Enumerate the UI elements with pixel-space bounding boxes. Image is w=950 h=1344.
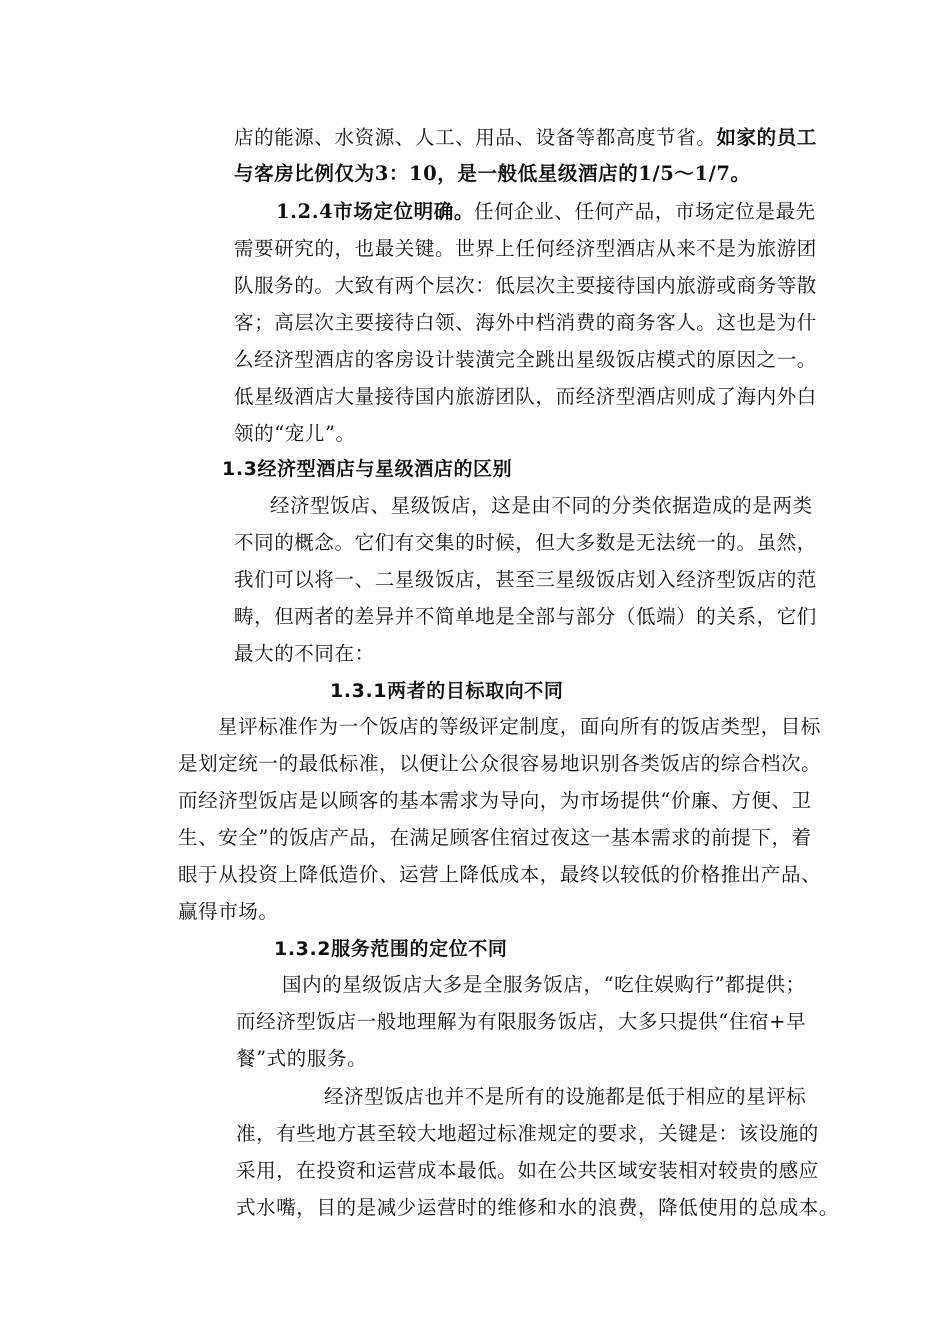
section-heading-1-3-1: 1.3.1两者的目标取向不同 bbox=[330, 680, 564, 702]
section-heading-1-3: 1.3经济型酒店与星级酒店的区别 bbox=[222, 458, 513, 480]
paragraph-line: 客；高层次主要接待白领、海外中档消费的商务客人。这也是为什 bbox=[234, 311, 817, 334]
paragraph-line bbox=[234, 125, 817, 151]
paragraph-line: 最大的不同在： bbox=[234, 642, 375, 665]
line-text: 店的能源、水资源、人工、用品、设备等都高度节省。 bbox=[234, 126, 717, 149]
paragraph-line: 是划定统一的最低标准，以便让公众很容易地识别各类饭店的综合档次。 bbox=[178, 752, 822, 775]
paragraph-line: 而经济型饭店是以顾客的基本需求为导向，为市场提供“价廉、方便、卫 bbox=[178, 789, 812, 812]
paragraph-line: 不同的概念。它们有交集的时候，但大多数是无法统一的。虽然， bbox=[234, 531, 817, 554]
paragraph-line: 低星级酒店大量接待国内旅游团队，而经济型酒店则成了海内外白 bbox=[234, 385, 817, 408]
paragraph-line: 领的“宠儿”。 bbox=[234, 422, 356, 445]
line-text: 任何企业、任何产品，市场定位是最先 bbox=[473, 200, 816, 223]
paragraph-line: 眼于从投资上降低造价、运营上降低成本，最终以较低的价格推出产品、 bbox=[178, 863, 822, 886]
inline-heading: 1.2.4市场定位明确。 bbox=[276, 200, 474, 223]
paragraph-line: 我们可以将一、二星级饭店，甚至三星级饭店划入经济型饭店的范 bbox=[234, 568, 817, 591]
paragraph-line: 星评标准作为一个饭店的等级评定制度，面向所有的饭店类型，目标 bbox=[218, 715, 822, 738]
paragraph-line: 经济型饭店也并不是所有的设施都是低于相应的星评标 bbox=[324, 1085, 807, 1108]
paragraph-line: 与客房比例仅为3：10，是一般低星级酒店的1/5～1/7。 bbox=[234, 162, 751, 185]
paragraph-line: 准，有些地方甚至较大地超过标准规定的要求，关键是：该设施的 bbox=[236, 1122, 819, 1145]
paragraph-line: 式水嘴，目的是减少运营时的维修和水的浪费，降低使用的总成本。 bbox=[236, 1196, 840, 1219]
paragraph-line: 经济型饭店、星级饭店，这是由不同的分类依据造成的是两类 bbox=[270, 494, 813, 517]
paragraph-line: 么经济型酒店的客房设计装潢完全跳出星级饭店模式的原因之一。 bbox=[234, 348, 817, 371]
paragraph-line: 而经济型饭店一般地理解为有限服务饭店，大多只提供“住宿+早 bbox=[236, 1010, 807, 1033]
paragraph-line: 采用，在投资和运营成本最低。如在公共区域安装相对较贵的感应 bbox=[236, 1159, 819, 1182]
paragraph-line: 畴，但两者的差异并不简单地是全部与部分（低端）的关系，它们 bbox=[234, 605, 817, 628]
paragraph-line: 需要研究的，也最关键。世界上任何经济型酒店从来不是为旅游团 bbox=[234, 237, 817, 260]
section-heading-1-2-4 bbox=[276, 199, 816, 225]
line-bold-text: 如家的员工 bbox=[716, 126, 817, 149]
paragraph-line: 国内的星级饭店大多是全服务饭店，“吃住娱购行”都提供； bbox=[282, 973, 806, 996]
section-heading-1-3-2: 1.3.2服务范围的定位不同 bbox=[274, 938, 508, 960]
paragraph-line: 生、安全”的饭店产品，在满足顾客住宿过夜这一基本需求的前提下，着 bbox=[178, 826, 812, 849]
paragraph-line: 队服务的。大致有两个层次：低层次主要接待国内旅游或商务等散 bbox=[234, 274, 817, 297]
paragraph-line: 赢得市场。 bbox=[178, 900, 279, 923]
paragraph-line: 餐”式的服务。 bbox=[236, 1047, 368, 1070]
